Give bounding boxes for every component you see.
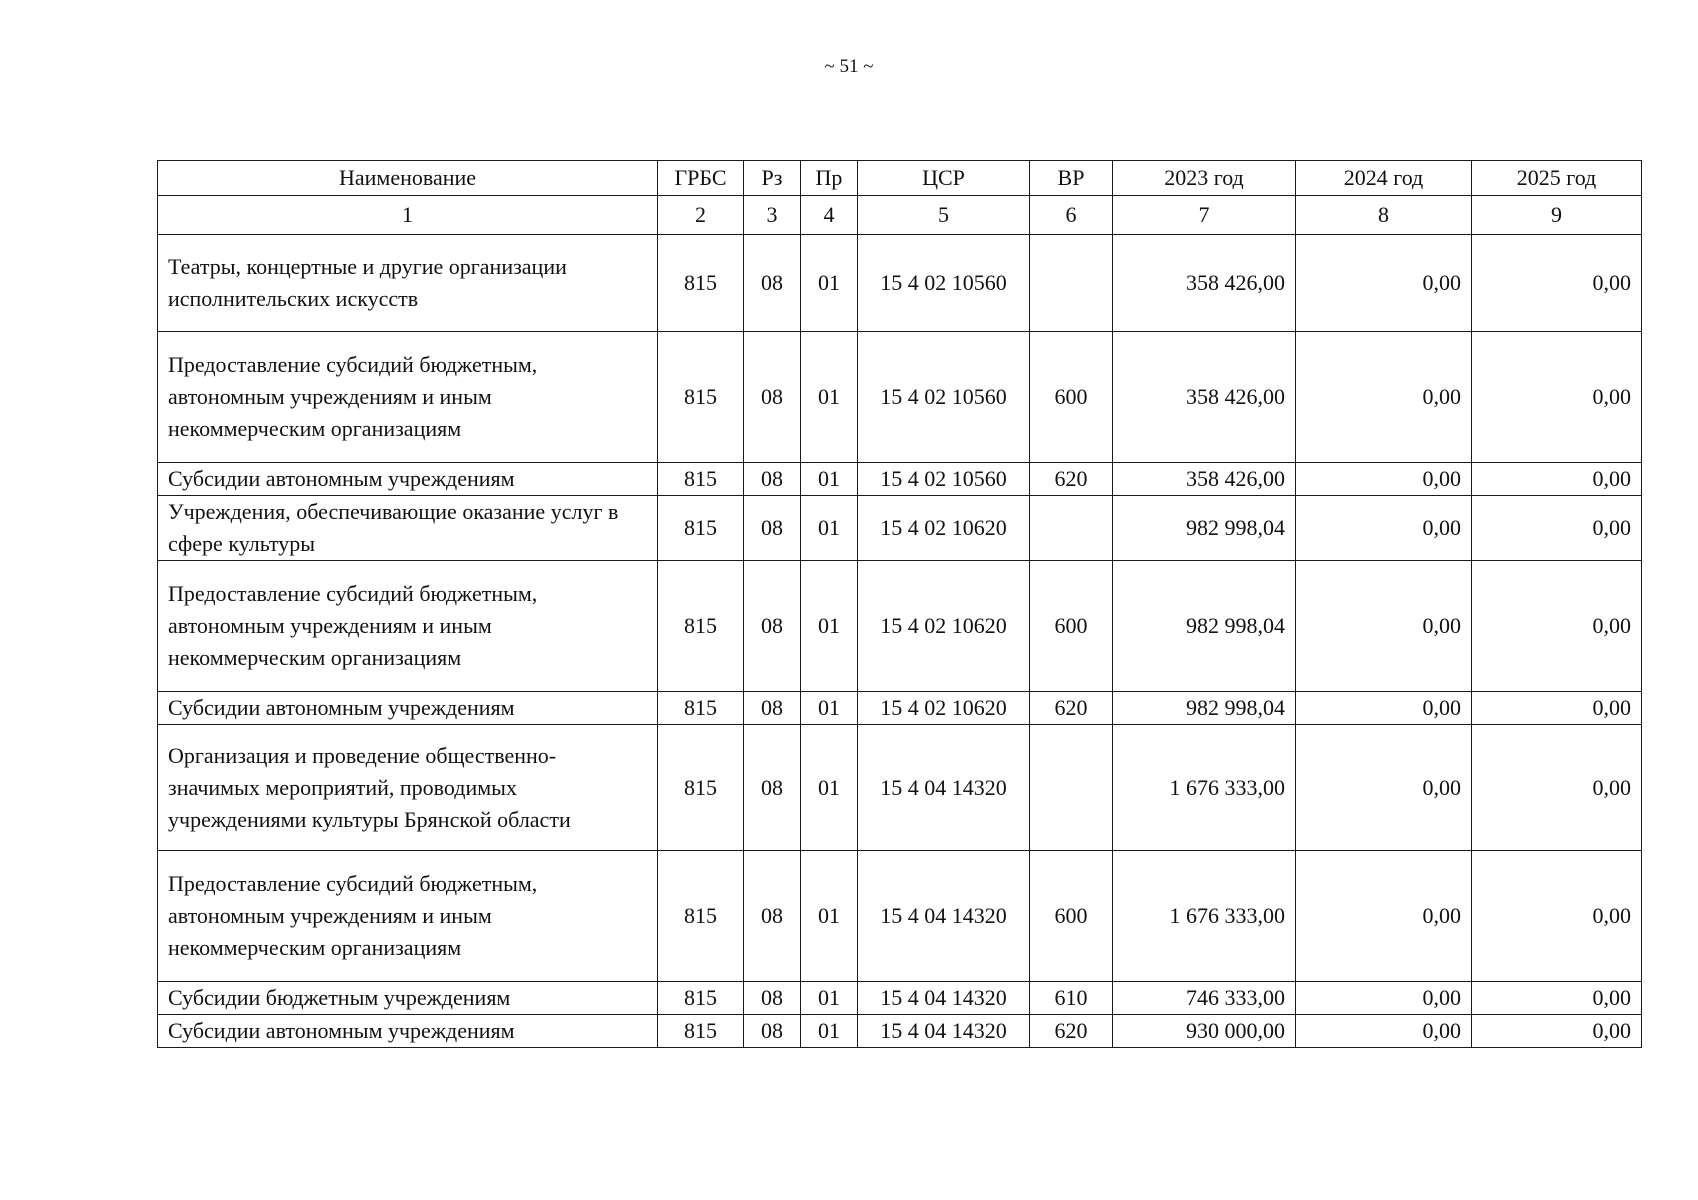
row-rz: 08 <box>744 463 801 496</box>
row-2023: 358 426,00 <box>1113 463 1296 496</box>
row-2023: 358 426,00 <box>1113 332 1296 463</box>
row-grbs: 815 <box>658 463 744 496</box>
column-number: 3 <box>744 196 801 235</box>
table-row <box>158 332 1642 463</box>
budget-table <box>157 160 1642 1048</box>
table-row <box>158 692 1642 725</box>
header-2025: 2025 год <box>1472 161 1642 196</box>
row-2025: 0,00 <box>1472 982 1642 1015</box>
header-2024: 2024 год <box>1296 161 1472 196</box>
row-pr: 01 <box>801 332 858 463</box>
row-2024: 0,00 <box>1296 561 1472 692</box>
header-2023: 2023 год <box>1113 161 1296 196</box>
column-number: 7 <box>1113 196 1296 235</box>
row-2024: 0,00 <box>1296 235 1472 332</box>
row-csr: 15 4 02 10560 <box>858 332 1030 463</box>
row-vr: 610 <box>1030 982 1113 1015</box>
row-vr <box>1030 725 1113 851</box>
row-vr: 620 <box>1030 1015 1113 1048</box>
row-2023: 982 998,04 <box>1113 692 1296 725</box>
row-vr: 620 <box>1030 692 1113 725</box>
row-name: Предоставление субсидий бюджетным, автономным учреждениям и иным некоммерческим организациям <box>158 332 658 463</box>
row-rz: 08 <box>744 496 801 561</box>
header-vr: ВР <box>1030 161 1113 196</box>
row-name: Театры, концертные и другие организации исполнительских искусств <box>158 235 658 332</box>
header-grbs: ГРБС <box>658 161 744 196</box>
row-csr: 15 4 04 14320 <box>858 1015 1030 1048</box>
row-pr: 01 <box>801 1015 858 1048</box>
header-pr: Пр <box>801 161 858 196</box>
row-name: Субсидии автономным учреждениям <box>158 692 658 725</box>
row-name: Субсидии автономным учреждениям <box>158 463 658 496</box>
row-rz: 08 <box>744 561 801 692</box>
row-name: Предоставление субсидий бюджетным, автономным учреждениям и иным некоммерческим организациям <box>158 851 658 982</box>
row-grbs: 815 <box>658 725 744 851</box>
row-grbs: 815 <box>658 235 744 332</box>
row-2023: 1 676 333,00 <box>1113 725 1296 851</box>
row-2024: 0,00 <box>1296 982 1472 1015</box>
row-2025: 0,00 <box>1472 332 1642 463</box>
row-2025: 0,00 <box>1472 692 1642 725</box>
table-row <box>158 851 1642 982</box>
row-grbs: 815 <box>658 851 744 982</box>
row-2025: 0,00 <box>1472 463 1642 496</box>
row-csr: 15 4 04 14320 <box>858 851 1030 982</box>
row-csr: 15 4 02 10560 <box>858 463 1030 496</box>
row-2023: 930 000,00 <box>1113 1015 1296 1048</box>
row-rz: 08 <box>744 982 801 1015</box>
row-2024: 0,00 <box>1296 692 1472 725</box>
row-2025: 0,00 <box>1472 235 1642 332</box>
row-2024: 0,00 <box>1296 725 1472 851</box>
row-pr: 01 <box>801 725 858 851</box>
row-rz: 08 <box>744 235 801 332</box>
row-grbs: 815 <box>658 496 744 561</box>
row-csr: 15 4 02 10620 <box>858 496 1030 561</box>
row-pr: 01 <box>801 851 858 982</box>
row-2025: 0,00 <box>1472 851 1642 982</box>
row-rz: 08 <box>744 851 801 982</box>
row-vr: 600 <box>1030 851 1113 982</box>
row-grbs: 815 <box>658 692 744 725</box>
row-name: Учреждения, обеспечивающие оказание услуг в сфере культуры <box>158 496 658 561</box>
row-vr: 620 <box>1030 463 1113 496</box>
row-name: Организация и проведение общественно-значимых мероприятий, проводимых учреждениями культуры Брянской области <box>158 725 658 851</box>
table-row <box>158 1015 1642 1048</box>
row-csr: 15 4 04 14320 <box>858 725 1030 851</box>
header-rz: Рз <box>744 161 801 196</box>
row-2023: 746 333,00 <box>1113 982 1296 1015</box>
row-rz: 08 <box>744 692 801 725</box>
row-csr: 15 4 02 10560 <box>858 235 1030 332</box>
row-grbs: 815 <box>658 1015 744 1048</box>
table-row <box>158 982 1642 1015</box>
row-rz: 08 <box>744 332 801 463</box>
table-row <box>158 496 1642 561</box>
row-2024: 0,00 <box>1296 851 1472 982</box>
row-2025: 0,00 <box>1472 1015 1642 1048</box>
row-grbs: 815 <box>658 982 744 1015</box>
row-2024: 0,00 <box>1296 332 1472 463</box>
row-rz: 08 <box>744 1015 801 1048</box>
row-name: Субсидии автономным учреждениям <box>158 1015 658 1048</box>
column-number-row <box>158 196 1642 235</box>
row-2024: 0,00 <box>1296 463 1472 496</box>
row-2025: 0,00 <box>1472 561 1642 692</box>
row-2024: 0,00 <box>1296 1015 1472 1048</box>
row-vr: 600 <box>1030 332 1113 463</box>
row-2023: 358 426,00 <box>1113 235 1296 332</box>
row-vr: 600 <box>1030 561 1113 692</box>
column-number: 1 <box>158 196 658 235</box>
row-name: Предоставление субсидий бюджетным, автономным учреждениям и иным некоммерческим организациям <box>158 561 658 692</box>
row-pr: 01 <box>801 496 858 561</box>
header-row <box>158 161 1642 196</box>
row-2023: 982 998,04 <box>1113 561 1296 692</box>
column-number: 8 <box>1296 196 1472 235</box>
table-row <box>158 561 1642 692</box>
row-2024: 0,00 <box>1296 496 1472 561</box>
table-row <box>158 235 1642 332</box>
page-number: ~ 51 ~ <box>824 56 874 77</box>
row-grbs: 815 <box>658 332 744 463</box>
row-vr <box>1030 235 1113 332</box>
header-csr: ЦСР <box>858 161 1030 196</box>
row-csr: 15 4 02 10620 <box>858 561 1030 692</box>
row-name: Субсидии бюджетным учреждениям <box>158 982 658 1015</box>
table-row <box>158 463 1642 496</box>
table-row <box>158 725 1642 851</box>
row-2023: 982 998,04 <box>1113 496 1296 561</box>
row-2023: 1 676 333,00 <box>1113 851 1296 982</box>
column-number: 5 <box>858 196 1030 235</box>
column-number: 9 <box>1472 196 1642 235</box>
header-name: Наименование <box>158 161 658 196</box>
row-pr: 01 <box>801 235 858 332</box>
row-grbs: 815 <box>658 561 744 692</box>
column-number: 6 <box>1030 196 1113 235</box>
row-vr <box>1030 496 1113 561</box>
row-2025: 0,00 <box>1472 496 1642 561</box>
row-csr: 15 4 04 14320 <box>858 982 1030 1015</box>
row-pr: 01 <box>801 463 858 496</box>
row-pr: 01 <box>801 982 858 1015</box>
row-pr: 01 <box>801 561 858 692</box>
row-2025: 0,00 <box>1472 725 1642 851</box>
column-number: 4 <box>801 196 858 235</box>
row-csr: 15 4 02 10620 <box>858 692 1030 725</box>
row-pr: 01 <box>801 692 858 725</box>
column-number: 2 <box>658 196 744 235</box>
row-rz: 08 <box>744 725 801 851</box>
